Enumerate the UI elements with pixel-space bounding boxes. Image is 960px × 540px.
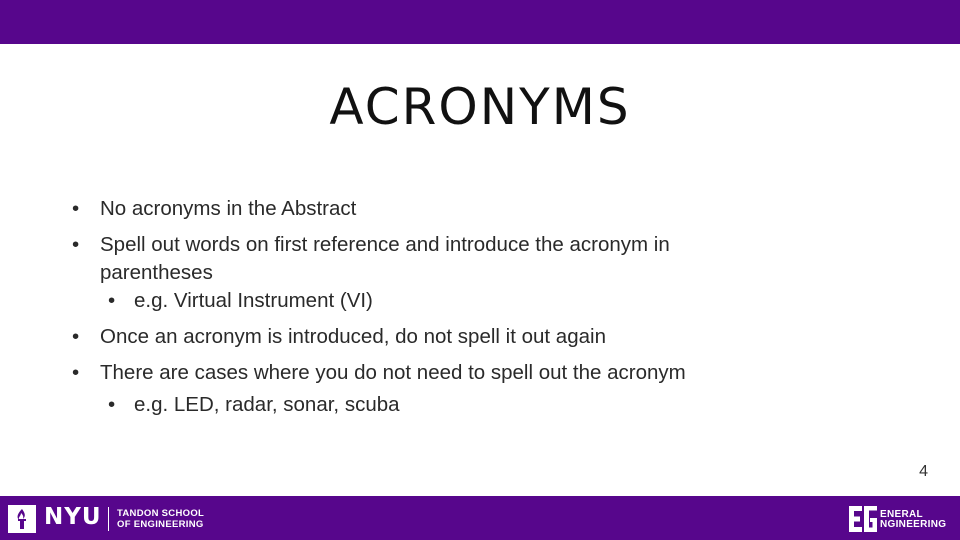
page-number: 4 [919, 463, 928, 480]
school-name-line2: OF ENGINEERING [117, 519, 204, 530]
eg-logo-line2: NGINEERING [880, 519, 947, 530]
bullet-text: Once an acronym is introduced, do not spell it out again [100, 325, 606, 348]
bullet-text: Spell out words on first reference and introduce the acronym in parentheses [100, 233, 670, 284]
sub-bullet-item [108, 391, 400, 419]
nyu-logo-text: NYU [44, 504, 102, 530]
bullet-text: e.g. Virtual Instrument (VI) [134, 289, 373, 312]
bullet-text: There are cases where you do not need to spell out the acronym [100, 361, 686, 384]
bullet-item [72, 359, 686, 387]
slide-title: ACRONYMS [329, 78, 631, 136]
bullet-item [72, 323, 606, 351]
bullet-text: No acronyms in the Abstract [100, 197, 357, 220]
nyu-torch-icon [8, 505, 36, 533]
top-banner [0, 0, 960, 44]
footer-bar [0, 496, 960, 540]
bullet-dot: • [108, 289, 116, 312]
sub-bullet-item [108, 287, 373, 315]
eg-logo-text [880, 510, 946, 530]
bullet-dot: • [72, 233, 80, 256]
bullet-item [72, 195, 356, 223]
eg-logo-icon [848, 504, 878, 534]
bullet-dot: • [108, 393, 116, 416]
bullet-item [72, 231, 772, 287]
school-name-line1: TANDON SCHOOL [117, 508, 205, 519]
bullet-text: e.g. LED, radar, sonar, scuba [134, 393, 400, 416]
logo-divider [108, 507, 109, 531]
bullet-dot: • [72, 361, 80, 384]
school-name [117, 508, 204, 530]
bullet-dot: • [72, 197, 80, 220]
eg-logo-line1: ENERAL [880, 509, 923, 520]
bullet-dot: • [72, 325, 80, 348]
